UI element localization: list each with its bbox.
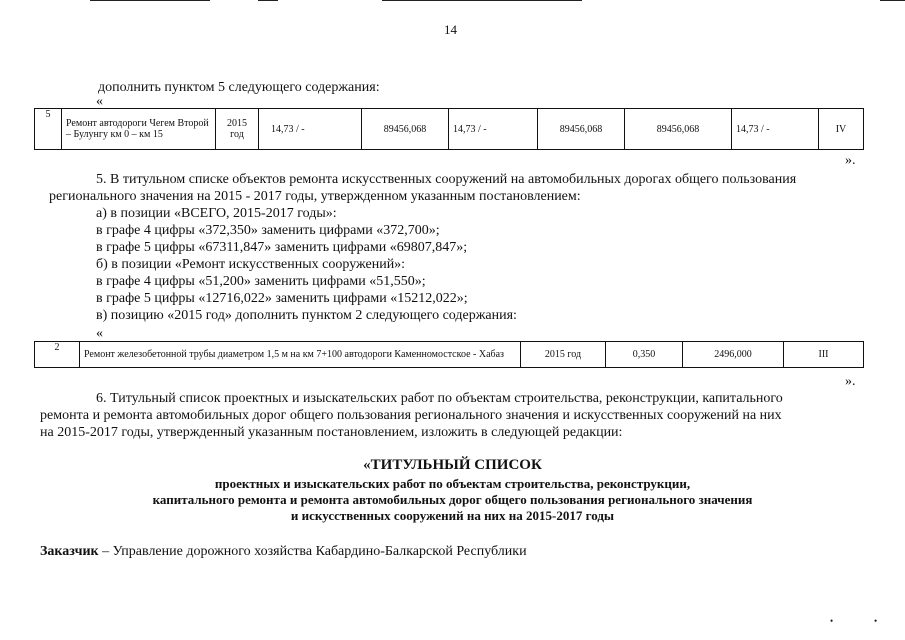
top-rule-2 (258, 0, 278, 1)
table-cell: 14,73 / - (449, 109, 538, 150)
close-quote-1: ». (845, 153, 856, 168)
customer-value: – Управление дорожного хозяйства Кабардино-Балкарской Республики (98, 544, 527, 559)
page-number: 14 (444, 22, 457, 37)
section5-line-6: б) в позиции «Ремонт искусственных сооружений»: (96, 257, 406, 272)
table-cell: IV (819, 109, 864, 150)
table-cell: 0,350 (606, 342, 683, 368)
section6-line-3: на 2015-2017 годы, утвержденный указанным постановлением, изложить в следующей редакции: (40, 425, 623, 440)
section5-line-3: а) в позиции «ВСЕГО, 2015-2017 годы»: (96, 206, 337, 221)
open-quote-2: « (96, 326, 103, 341)
section5-line-2: регионального значения на 2015 - 2017 годы, утвержденном указанным постановлением: (49, 189, 581, 204)
section5-line-1: 5. В титульном списке объектов ремонта искусственных сооружений на автомобильных дорогах общего пользования (96, 172, 797, 187)
table-row (35, 109, 864, 150)
table-row (35, 342, 864, 368)
table-cell: 5 (35, 109, 62, 150)
scan-dot-1: • (830, 616, 834, 626)
table-cell: 2015 год (216, 109, 259, 150)
table-cell: 2 (35, 342, 80, 368)
document-subtitle-3: и искусственных сооружений на них на 2015-2017 годы (290, 508, 615, 523)
table-cell: 14,73 / - (259, 109, 362, 150)
top-rule-4 (880, 0, 905, 1)
document-subtitle-1: проектных и изыскательских работ по объектам строительства, реконструкции, (214, 476, 691, 491)
table-cell: 89456,068 (362, 109, 449, 150)
section5-line-7: в графе 4 цифры «51,200» заменить цифрами «51,550»; (96, 274, 426, 289)
open-quote-1: « (96, 94, 103, 109)
table-cell: 2496,000 (683, 342, 784, 368)
section5-line-4: в графе 4 цифры «372,350» заменить цифрами «372,700»; (96, 223, 440, 238)
section6-line-2: ремонта и ремонта автомобильных дорог общего пользования регионального значения и искусственных сооружений на них (40, 408, 782, 423)
section5-line-9: в) позицию «2015 год» дополнить пунктом 2 следующего содержания: (96, 308, 517, 323)
table-cell: 2015 год (521, 342, 606, 368)
section6-line-1: 6. Титульный список проектных и изыскательских работ по объектам строительства, реконструкции, капитального (96, 391, 783, 406)
document-subtitle-2: капитального ремонта и ремонта автомобильных дорог общего пользования регионального значения (152, 492, 753, 507)
table-cell: Ремонт автодороги Чегем Второй – Булунгу км 0 – км 15 (62, 109, 216, 150)
top-rule-1 (90, 0, 210, 1)
section5-line-5: в графе 5 цифры «67311,847» заменить цифрами «69807,847»; (96, 240, 468, 255)
top-rule-3 (382, 0, 582, 1)
close-quote-2: ». (845, 374, 856, 389)
customer-line (40, 543, 527, 560)
table-2 (34, 341, 864, 368)
table-cell: Ремонт железобетонной трубы диаметром 1,5 м на км 7+100 автодороги Каменномостское - Хабаз (80, 342, 521, 368)
table-cell: III (784, 342, 864, 368)
table-1 (34, 108, 864, 150)
table-cell: 14,73 / - (732, 109, 819, 150)
intro-text: дополнить пунктом 5 следующего содержания: (98, 80, 380, 95)
customer-label: Заказчик (40, 544, 99, 559)
table-cell: 89456,068 (538, 109, 625, 150)
scan-dot-2: • (874, 616, 878, 626)
section5-line-8: в графе 5 цифры «12716,022» заменить цифрами «15212,022»; (96, 291, 468, 306)
table-cell: 89456,068 (625, 109, 732, 150)
document-title: «ТИТУЛЬНЫЙ СПИСОК (363, 457, 542, 473)
